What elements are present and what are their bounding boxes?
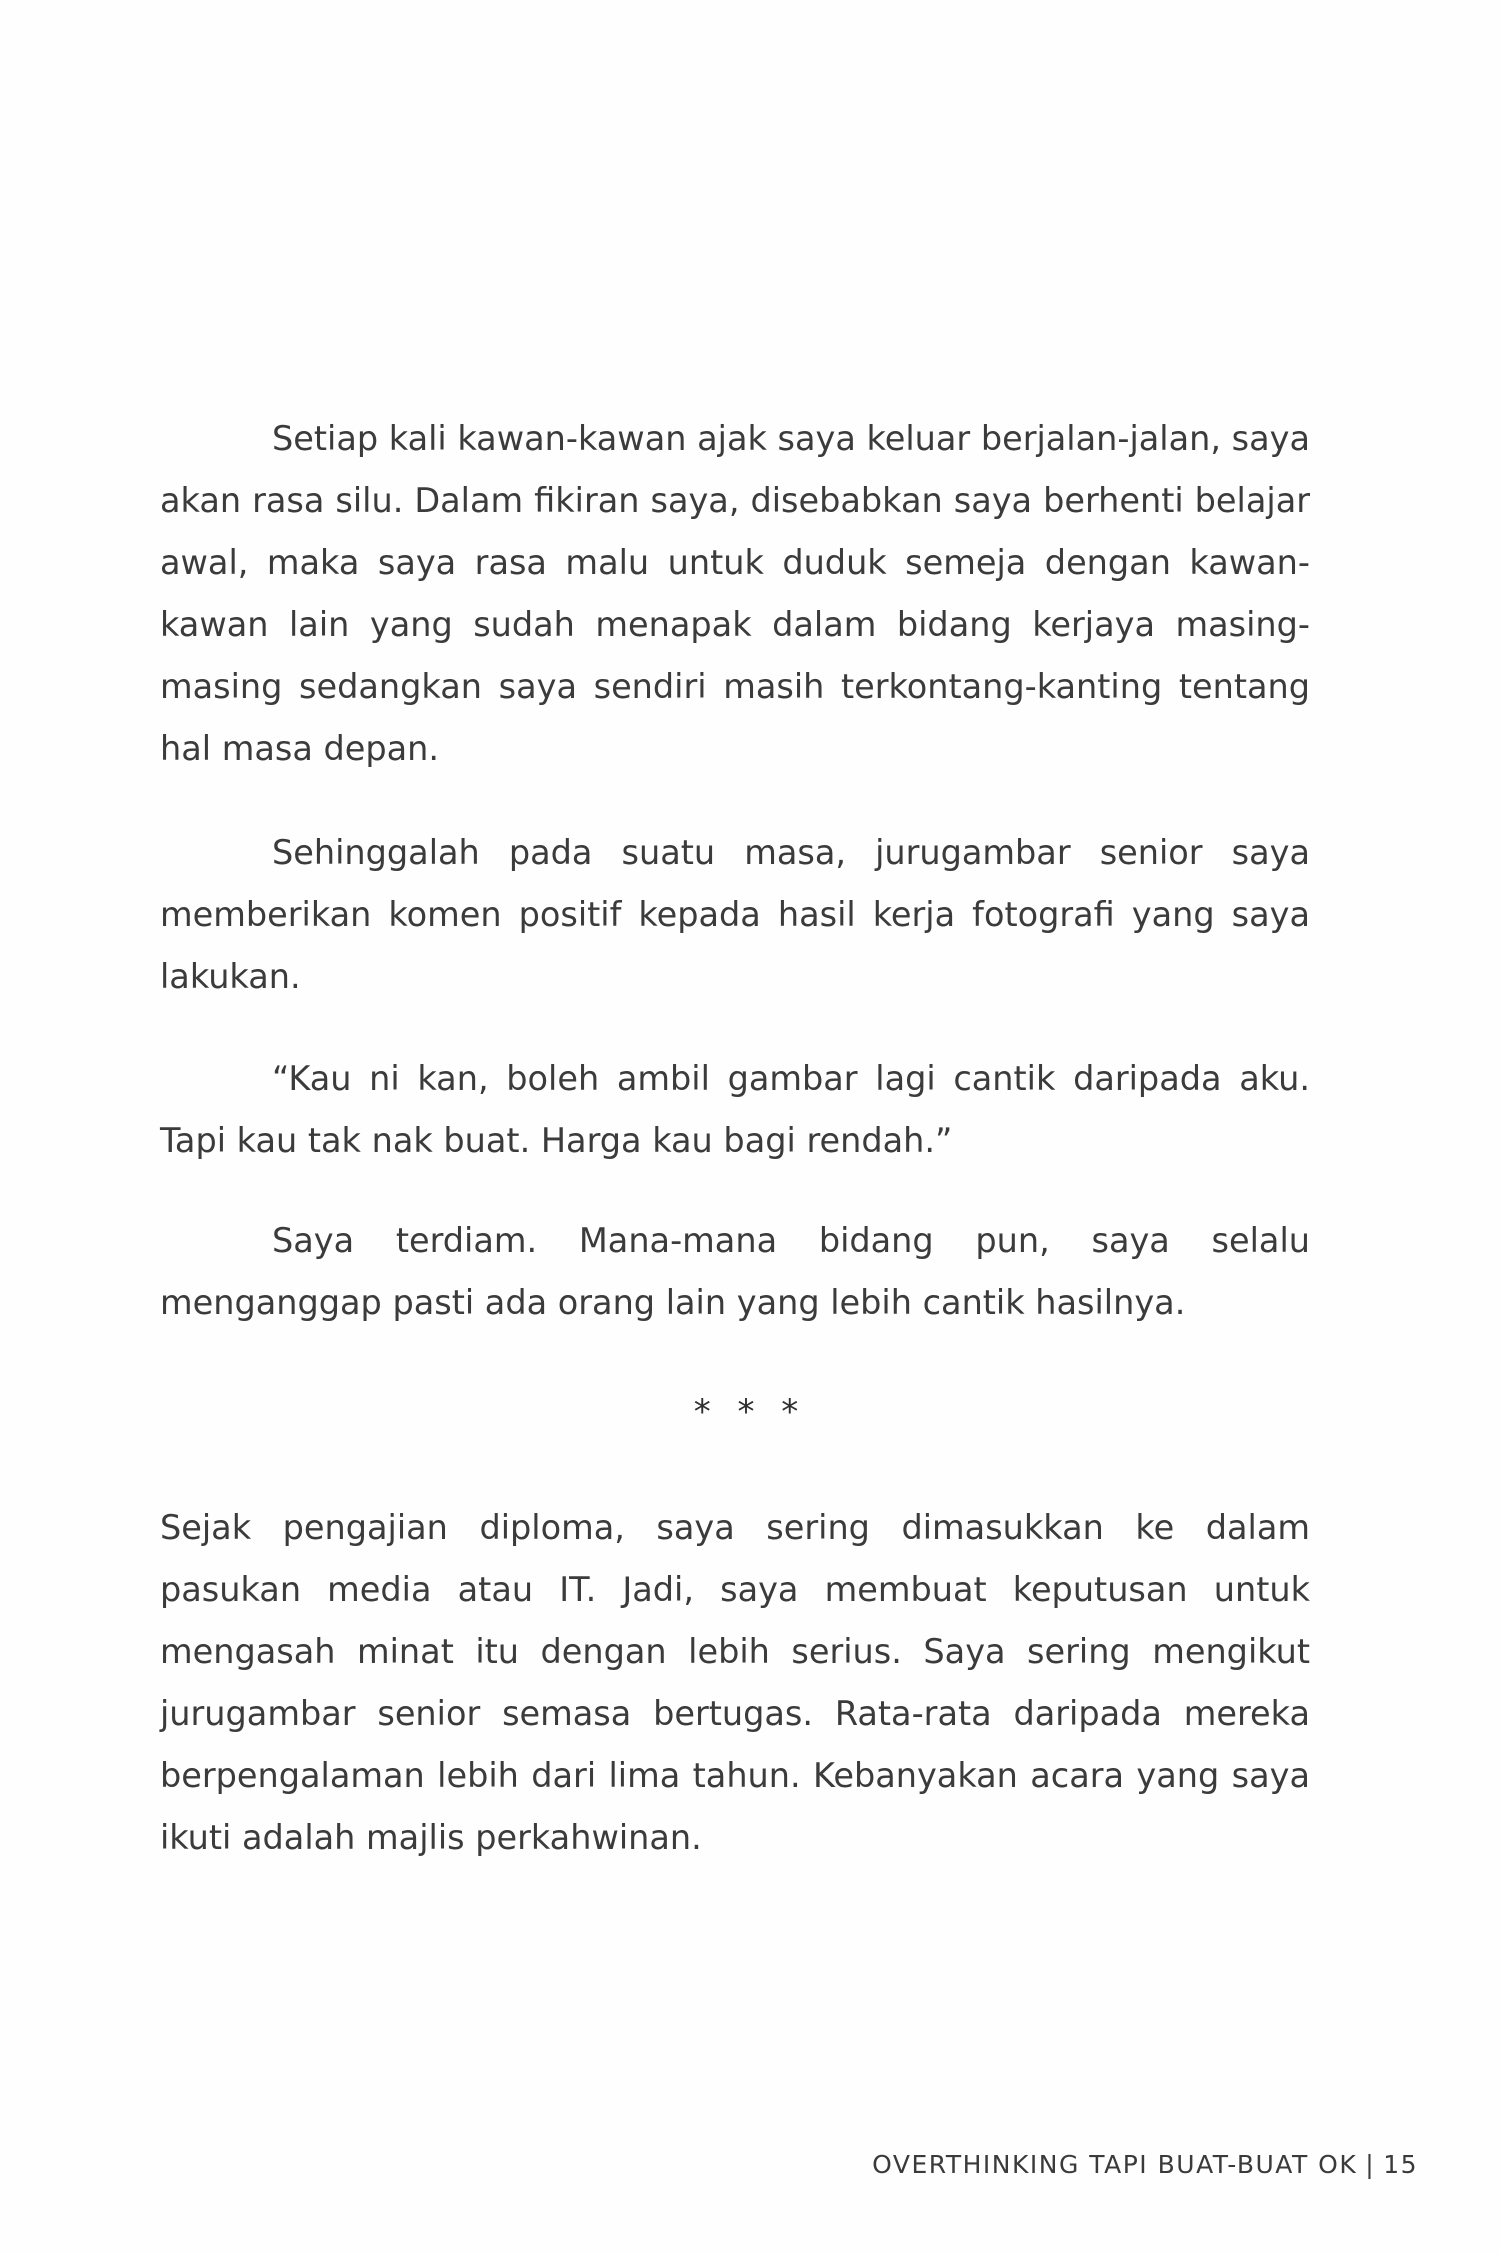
footer-book-title: OVERTHINKING TAPI BUAT-BUAT OK <box>872 2150 1358 2179</box>
paragraph-3: “Kau ni kan, boleh ambil gambar lagi cantik daripada aku. Tapi kau tak nak buat. Harga kau bagi rendah.” <box>160 1059 1310 1160</box>
paragraph-5: Sejak pengajian diploma, saya sering dimasukkan ke dalam pasukan media atau IT. Jadi, saya membuat keputusan untuk mengasah minat itu dengan lebih serius. Saya sering mengikut jurugambar senior semasa bertugas. Rata-rata daripada mereka berpengalaman lebih dari lima tahun. Kebanyakan acara yang saya ikuti adalah majlis perkahwinan. <box>160 1508 1310 1857</box>
section-separator: * * * <box>693 1392 807 1432</box>
page-number: 15 <box>1383 2150 1418 2179</box>
footer-divider: | <box>1365 2150 1376 2179</box>
page-footer <box>872 2150 1418 2179</box>
paragraph-4: Saya terdiam. Mana-mana bidang pun, saya selalu menganggap pasti ada orang lain yang lebih cantik hasilnya. <box>160 1221 1310 1322</box>
paragraph-2: Sehinggalah pada suatu masa, jurugambar senior saya memberikan komen positif kepada hasil kerja fotografi yang saya lakukan. <box>160 833 1310 996</box>
paragraph-1: Setiap kali kawan-kawan ajak saya keluar berjalan-jalan, saya akan rasa silu. Dalam fikiran saya, disebabkan saya berhenti belajar awal, maka saya rasa malu untuk duduk semeja dengan kawan-kawan lain yang sudah menapak dalam bidang kerjaya masing-masing sedangkan saya sendiri masih terkontang-kanting tentang hal masa depan. <box>160 419 1310 768</box>
